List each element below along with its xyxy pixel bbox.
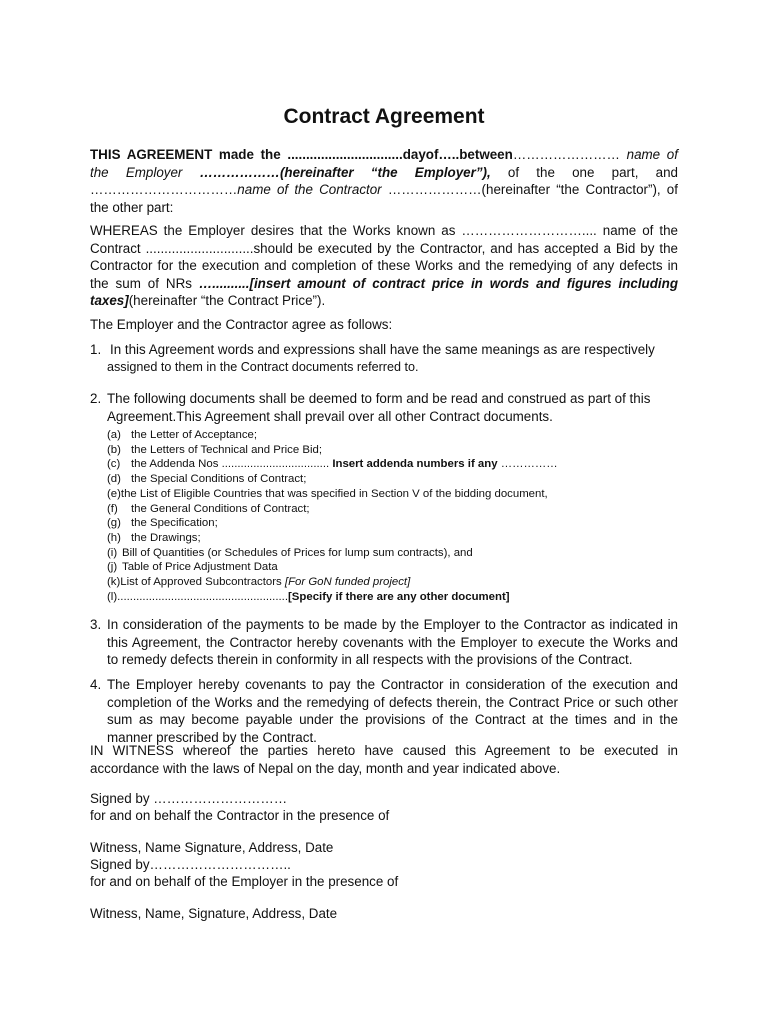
- list-item-mark: (f): [107, 502, 118, 515]
- list-item-text: the Special Conditions of Contract;: [131, 473, 307, 486]
- page-title: Contract Agreement: [283, 105, 485, 128]
- list-item: [107, 546, 667, 561]
- list-item-mark: (j): [107, 561, 118, 574]
- other-document-placeholder: [Specify if there are any other document]: [288, 590, 510, 603]
- intro-employer-ref: ………………(hereinafter “the Employer”),: [199, 164, 491, 180]
- list-item-text: the Addenda Nos ..................................: [131, 458, 333, 471]
- employer-behalf-line: for and on behalf of the Employer in the presence of: [90, 874, 399, 889]
- clause-2-number: 2.: [90, 391, 102, 406]
- list-item: [107, 487, 667, 502]
- list-item: [107, 457, 667, 472]
- intro-paragraph: [90, 146, 678, 216]
- list-item-text: the Drawings;: [131, 531, 201, 544]
- whereas-text: WHEREAS the Employer desires that the Works known as ……………………….... name of the Contract .............................should be executed by the Contractor, and has accepted a Bid by the Contractor for the execution and completion of these Works and the remedying of any defects in the sum of NRs: [90, 223, 678, 291]
- clause-2-continued: Agreement.This Agreement shall prevail over all other Contract documents.: [107, 409, 553, 424]
- list-item-text: the Letter of Acceptance;: [131, 429, 258, 441]
- clause-4: [90, 676, 678, 746]
- clause-1-number: 1.: [90, 342, 102, 357]
- list-item: [107, 590, 667, 605]
- intro-contractor-ref: …………………(hereinafter “the Contractor”), of the other part:: [90, 182, 678, 215]
- list-item-text: the Letters of Technical and Price Bid;: [131, 443, 323, 456]
- clause-2-text: The following documents shall be deemed to form and be read and construed as part of this: [107, 391, 651, 406]
- list-item-mark: (c): [107, 458, 121, 471]
- clause-3-number: 3.: [90, 617, 102, 632]
- intro-contractor-name: name of the Contractor: [237, 182, 382, 198]
- list-item: [107, 560, 667, 575]
- witness-clause: IN WITNESS whereof the parties hereto have caused this Agreement to be executed in accordance with the laws of Nepal on the day, month and year indicated above.: [90, 743, 678, 776]
- intro-dots-2: ……………………………: [90, 182, 238, 198]
- list-item-mark: (a): [107, 429, 121, 441]
- witness-line-1: Witness, Name Signature, Address, Date: [90, 840, 334, 855]
- list-item: [107, 516, 667, 531]
- list-item-text: Bill of Quantities (or Schedules of Prices for lump sum contracts), and: [122, 546, 473, 559]
- intro-lead: THIS AGREEMENT made the ...............................dayof…..between: [90, 147, 513, 162]
- witness-line-2: Witness, Name, Signature, Address, Date: [90, 906, 338, 921]
- clause-1-text: In this Agreement words and expressions shall have the same meanings as are respectively: [110, 342, 655, 357]
- clause-3-text: In consideration of the payments to be made by the Employer to the Contractor as indicated in this Agreement, the Contractor hereby covenants with the Employer to execute the Works and to remedy defects therein in conformity in all respects with the provisions of the Contract.: [107, 617, 678, 668]
- list-item-text: the General Conditions of Contract;: [131, 502, 310, 515]
- list-item-mark: (g): [107, 517, 121, 530]
- agree-intro: The Employer and the Contractor agree as follows:: [90, 317, 393, 332]
- clause-4-text: The Employer hereby covenants to pay the Contractor in consideration of the execution and completion of the Works and the remedying of defects therein, the Contract Price or such other sum as may become payable under the provisions of the Contract at the times and in the manner prescribed by the Contract.: [107, 677, 678, 745]
- list-item-mark: (d): [107, 473, 121, 486]
- gon-note: [For GoN funded project]: [284, 576, 411, 589]
- clause-1: [90, 341, 678, 359]
- contract-price-placeholder: …..........[insert amount of contract price in words and figures including taxes]: [90, 275, 678, 309]
- clause-1-continued: assigned to them in the Contract documents referred to.: [107, 360, 419, 374]
- list-item-text: (k)List of Approved Subcontractors: [107, 576, 285, 589]
- intro-dots: ……………………: [512, 147, 627, 162]
- documents-list: [107, 428, 667, 604]
- addenda-placeholder: Insert addenda numbers if any: [332, 458, 498, 471]
- list-item: [107, 428, 667, 443]
- list-item-text: (l)......................................................: [107, 590, 289, 603]
- employer-signed-line: Signed by…………………………..: [90, 857, 291, 872]
- list-item: [107, 502, 667, 517]
- whereas-paragraph: [90, 222, 678, 310]
- list-item: [107, 575, 667, 590]
- intro-one-part: of the one part, and: [490, 164, 678, 180]
- list-item: [107, 531, 667, 546]
- list-item-mark: (b): [107, 443, 121, 456]
- clause-3: [90, 616, 678, 669]
- whereas-tail: (hereinafter “the Contract Price”).: [128, 293, 326, 309]
- clause-4-number: 4.: [90, 677, 102, 692]
- list-item: [107, 443, 667, 458]
- list-item-after: ……………: [497, 458, 558, 471]
- list-item-mark: (h): [107, 531, 121, 544]
- list-item-text: the Specification;: [131, 517, 218, 530]
- list-item-mark: (i): [107, 546, 118, 559]
- list-item-text: Table of Price Adjustment Data: [122, 561, 278, 574]
- contractor-signed-line: Signed by …………………………: [90, 791, 288, 806]
- list-item: [107, 472, 667, 487]
- intro-employer-name: name of the Employer: [90, 147, 678, 180]
- contractor-behalf-line: for and on behalf the Contractor in the presence of: [90, 808, 390, 823]
- list-item-text: (e)the List of Eligible Countries that was specified in Section V of the bidding document,: [107, 487, 548, 500]
- clause-2: [90, 390, 678, 408]
